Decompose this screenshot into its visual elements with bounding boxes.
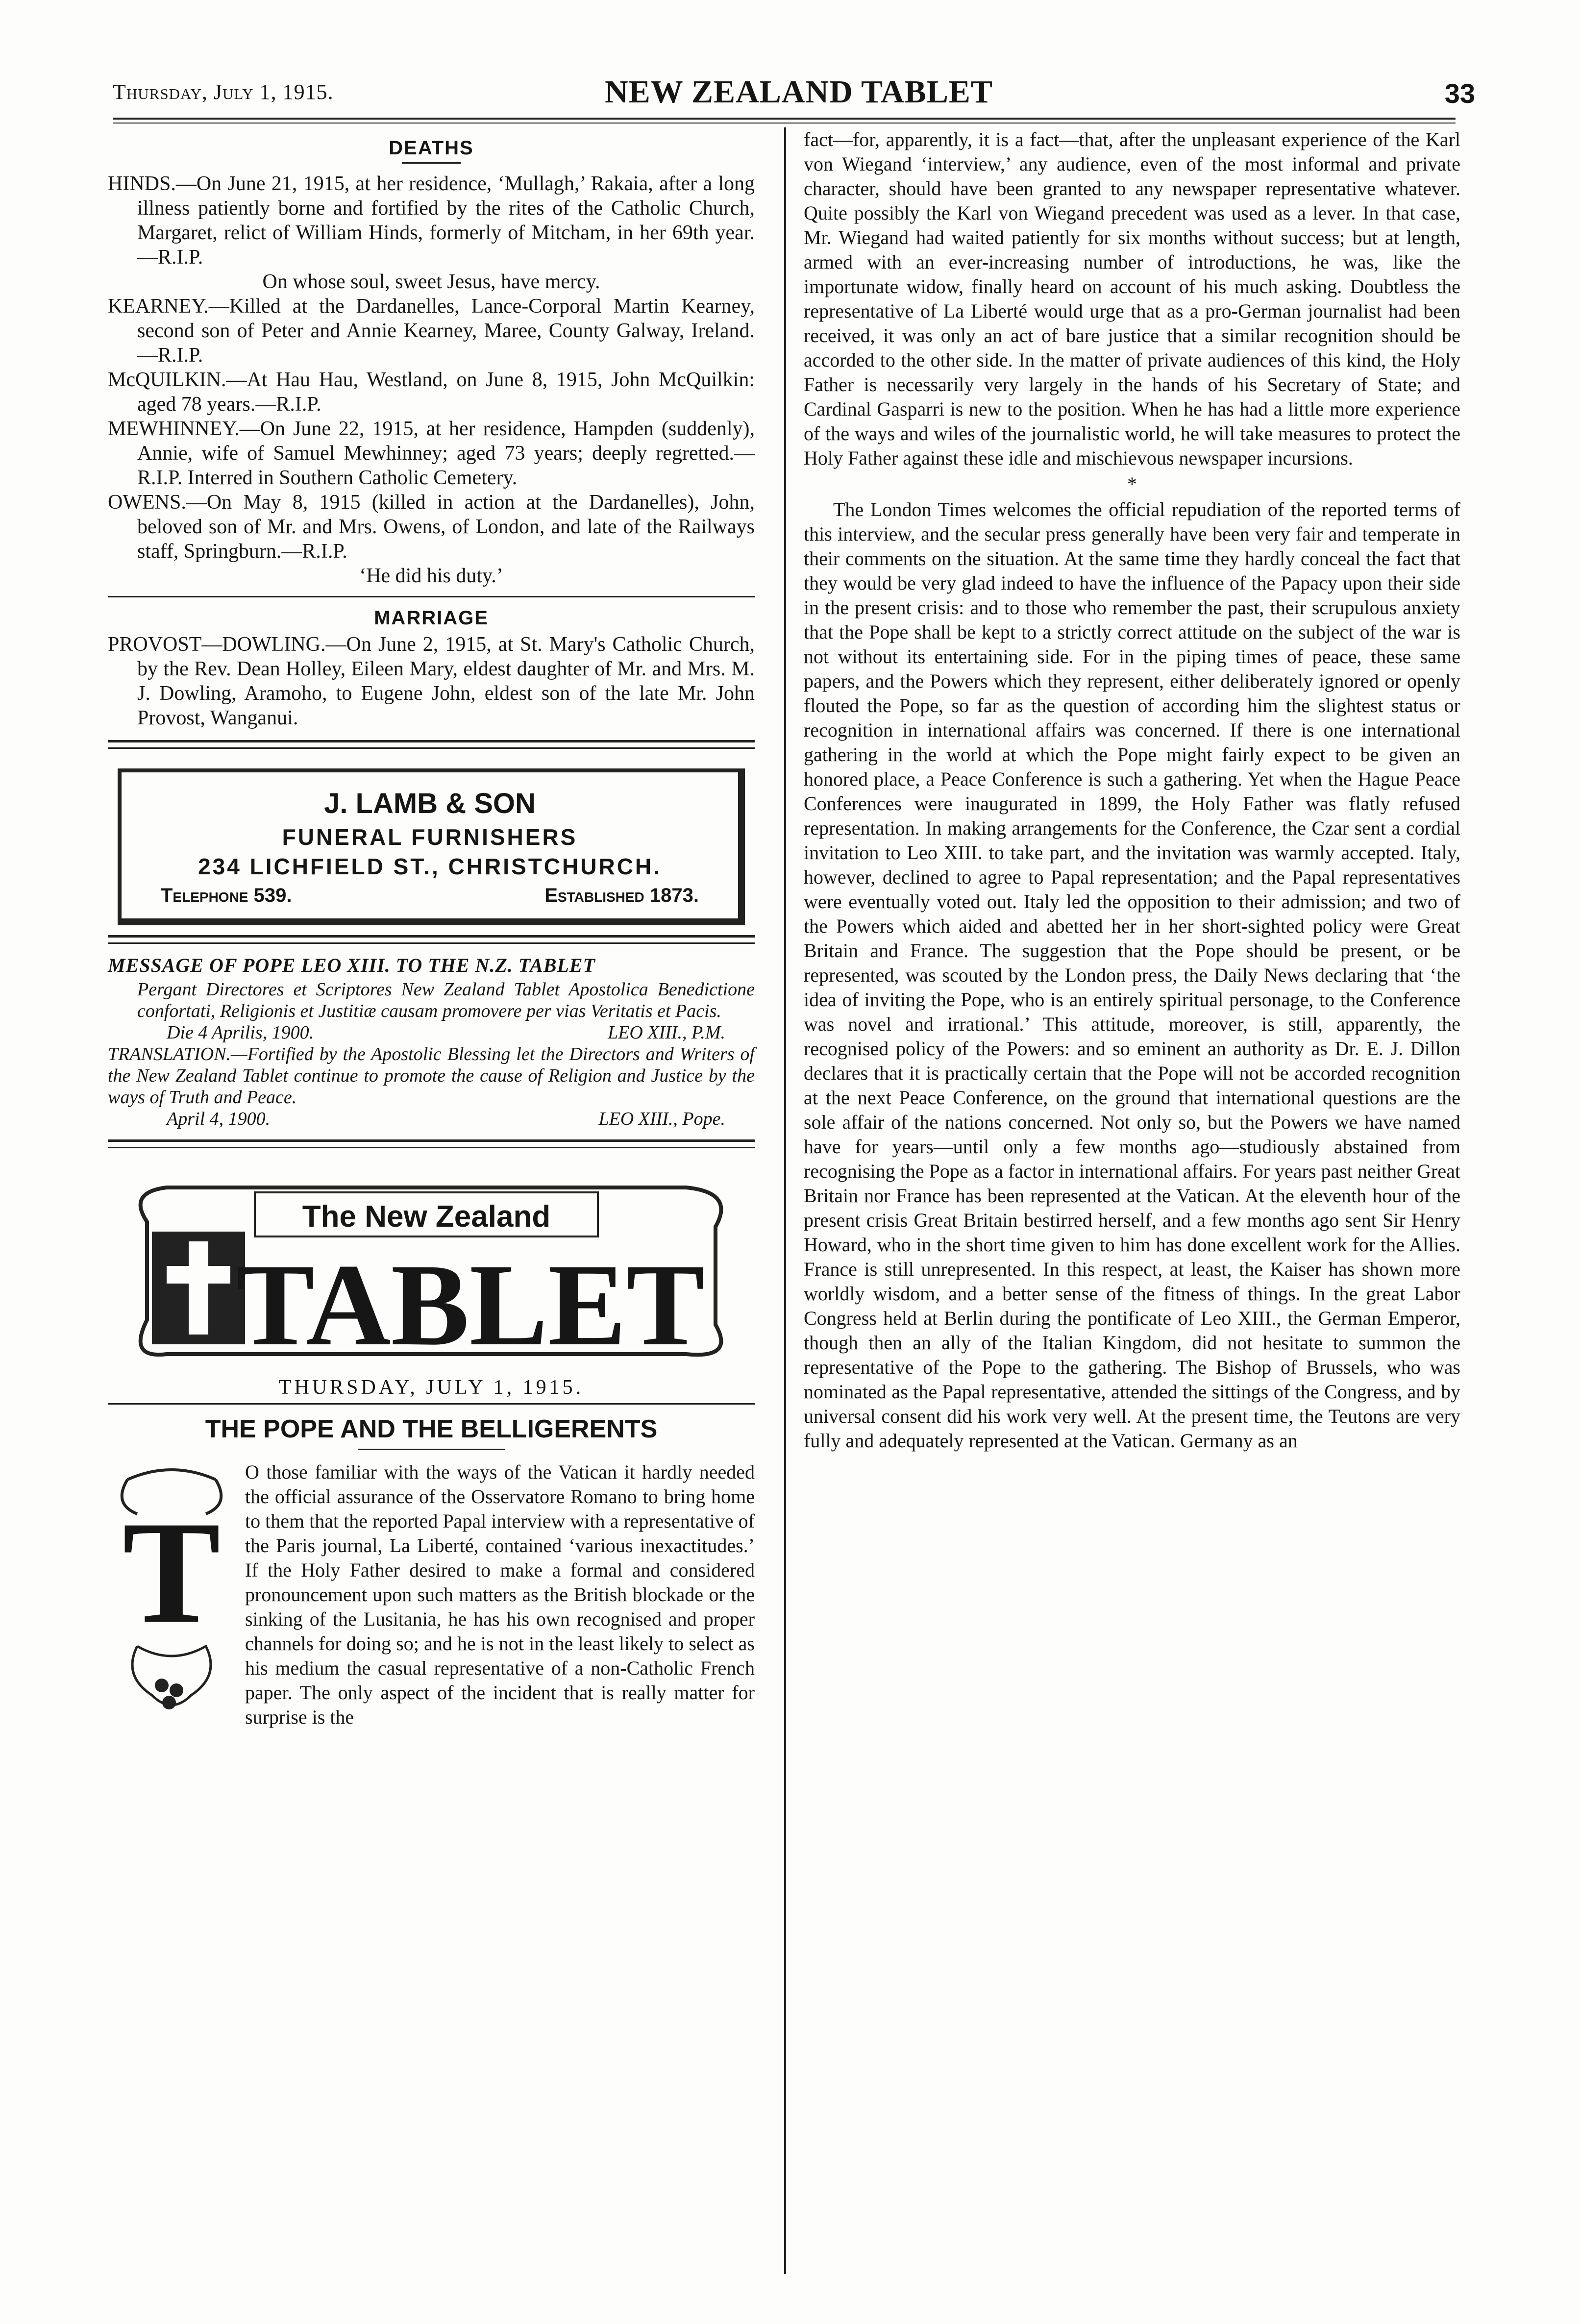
death-notice: HINDS.—On June 21, 1915, at her residence, ‘Mullagh,’ Rakaia, after a long illness patiently borne and fortified by the rites of the Catholic Church, Margaret, relict of William Hinds, formerly of Mitcham, in her 69th year.—R.I.P. (108, 173, 755, 269)
article-paragraph-2: fact—for, apparently, it is a fact—that, after the unpleasant experience of the Karl von Wiegand ‘interview,’ any audience, even of the most informal and private character, should have been granted to any newspaper representative whatever. Quite possibly the Karl von Wiegand precedent was used as a lever. In that case, Mr. Wiegand had waited patiently for six months without success; but at length, armed with an ever-increasing number of introductions, he was, like the importunate widow, finally heard on account of his much asking. Doubtless the representative of La Liberté would urge that as a pro-German journalist had been received, it was only an act of bare justice that a similar recognition should be accorded to the other side. In the matter of private audiences of this kind, the Holy Father is necessarily very largely in the hands of his Secretary of State; and Cardinal Gasparri is new to the position. When he has had a little more experience of the ways and wiles of the journalistic world, he will take measures to protect the Holy Father against these idle and mischievous newspaper incursions. (804, 128, 1460, 469)
funeral-advertisement (118, 768, 745, 925)
page-header (113, 74, 1475, 113)
ad-address: 234 LICHFIELD ST., CHRISTCHURCH. (198, 854, 662, 879)
message-latin-date: Die 4 Aprilis, 1900. (167, 1022, 314, 1043)
marriage-notice: PROVOST—DOWLING.—On June 2, 1915, at St. Mary's Catholic Church, by the Rev. Dean Holley, Eileen Mary, eldest daughter of Mr. and Mrs. M. J. Dowling, Aramoho, to Eugene John, eldest son of the late Mr. John Provost, Wanganui. (108, 633, 755, 729)
message-title: MESSAGE OF POPE LEO XIII. TO THE N.Z. TABLET (108, 954, 595, 976)
page-number: 33 (1444, 78, 1475, 109)
drop-cap-ornament (108, 1460, 235, 1725)
issue-date: THURSDAY, JULY 1, 1915. (278, 1376, 584, 1399)
ornament-rule (358, 1449, 505, 1450)
drop-cap-letter: T (122, 1491, 221, 1654)
message-english-date: April 4, 1900. (167, 1109, 271, 1129)
message-latin-sign: LEO XIII., P.M. (608, 1022, 725, 1043)
paragraph-separator: * (1127, 473, 1137, 495)
death-notice: KEARNEY.—Killed at the Dardanelles, Lance-Corporal Martin Kearney, second son of Peter and Annie Kearney, Maree, County Galway, Ireland.—R.I.P. (108, 295, 755, 367)
message-english-sign: LEO XIII., Pope. (598, 1109, 725, 1129)
death-prayer: On whose soul, sweet Jesus, have mercy. (262, 271, 600, 293)
death-notice: MEWHINNEY.—On June 22, 1915, at her residence, Hampden (suddenly), Annie, wife of Samuel Mewhinney; aged 73 years; deeply regretted.—R.I.P. Interred in Southern Catholic Cemetery. (108, 418, 755, 489)
column-divider (784, 127, 786, 2274)
article-title: THE POPE AND THE BELLIGERENTS (205, 1415, 658, 1443)
section-double-rule (108, 935, 755, 944)
header-rule (113, 118, 1456, 124)
ad-business: FUNERAL FURNISHERS (282, 824, 578, 850)
right-column (804, 127, 1460, 1453)
death-tribute: ‘He did his duty.’ (359, 565, 503, 587)
ad-established: Established 1873. (544, 885, 699, 906)
marriage-title: MARRIAGE (374, 607, 489, 629)
deaths-rule (402, 162, 461, 164)
death-notice: McQUILKIN.—At Hau Hau, Westland, on June 8, 1915, John McQuilkin: aged 78 years.—R.I.P. (108, 369, 755, 416)
message-translation: TRANSLATION.—Fortified by the Apostolic Blessing let the Directors and Writers of the New Zealand Tablet continue to promote the cause of Religion and Justice by the ways of Truth and Peace. (108, 1044, 755, 1108)
section-double-rule (108, 1139, 755, 1148)
logo-main-text: TABLET (236, 1239, 705, 1369)
section-rule (108, 596, 755, 597)
tablet-logo-graphic (108, 1163, 755, 1369)
date-rule (108, 1403, 755, 1405)
logo-top-text: The New Zealand (302, 1200, 551, 1234)
message-latin: Pergant Directores et Scriptores New Zealand Tablet Apostolica Benedictione confortati, Religionis et Justitiæ causam promovere per vias Veritatis et Pacis. (137, 979, 755, 1021)
ad-company-name: J. LAMB & SON (324, 788, 536, 819)
article-paragraph-1: O those familiar with the ways of the Vatican it hardly needed the official assurance of the Osservatore Romano to bring home to them that the reported Papal interview with a representative of the Paris journal, La Liberté, contained ‘various inexactitudes.’ If the Holy Father desired to make a formal and considered pronouncement upon such matters as the British blockade or the sinking of the Lusitania, he has his own recognised and proper channels for doing so; and he is not in the least likely to select as his medium the casual representative of a non-Catholic French paper. The only aspect of the incident that is really matter for surprise is the (245, 1461, 755, 1728)
drop-cap (108, 1460, 235, 1725)
ad-telephone: Telephone 539. (161, 885, 292, 906)
masthead: NEW ZEALAND TABLET (605, 74, 993, 110)
deaths-title: DEATHS (389, 137, 474, 159)
header-date: Thursday, July 1, 1915. (113, 80, 334, 104)
death-notice: OWENS.—On May 8, 1915 (killed in action at the Dardanelles), John, beloved son of Mr. and Mrs. Owens, of London, and late of the Railways staff, Springburn.—R.I.P. (108, 491, 755, 563)
left-column (108, 127, 755, 1730)
tablet-logo (108, 1163, 755, 1369)
article-paragraph-3: The London Times welcomes the official repudiation of the reported terms of this interview, and the secular press generally have been very fair and temperate in their comments on the situation. At the same time they hardly conceal the fact that they would be very glad indeed to have the influence of the Papacy upon their side in the present crisis: and to those who remember the past, their scrupulous anxiety that the Pope shall be kept to a strictly correct attitude on the subject of the war is not without its entertaining side. For in the piping times of peace, these same papers, and the Powers which they represent, either deliberately ignored or openly flouted the Pope, so far as the question of according him the slightest status or recognition in international affairs was concerned. If there is one international gathering in the world at which the Pope might fairly expect to be given an honored place, a Peace Conference is such a gathering. Yet when the Hague Peace Conferences were inaugurated in 1899, the Holy Father was flatly refused representation. In making arrangements for the Conference, the Czar sent a cordial invitation to Leo XIII. to take part, and the invitation was warmly accepted. Italy, however, declined to agree to Papal representation; and the Papal representatives were eventually voted out. Italy led the opposition to their admission; and two of the Powers which aided and abetted her in her short-sighted policy were Great Britain and France. The suggestion that the Pope should be present, or be represented, was scouted by the London press, the Daily News declaring that ‘the idea of inviting the Pope, who is an entirely spiritual personage, to the Conference was novel and irrational.’ This attitude, moreover, is still, apparently, the recognised policy of the Powers: and so eminent an authority as Dr. E. J. Dillon declares that it is practically certain that the Pope will not be accorded recognition at the next Peace Conference, on the ground that international questions are the sole affair of the nations concerned. Not only so, but the Powers we have named have for years—until only a few months ago—studiously abstained from recognising the Pope as a factor in international affairs. For years past neither Great Britain nor France has been represented at the Vatican. At the eleventh hour of the present crisis Great Britain bestirred herself, and a few months ago sent Sir Henry Howard, who in the short time given to him has done excellent work for the Allies. France is still unrepresented. In this respect, at least, the Kaiser has shown more worldly wisdom, and a better sense of the fitness of things. In the great Labor Congress held at Berlin during the pontificate of Leo XIII., the German Emperor, though then an ally of the Italian Kingdom, did not hesitate to summon the representative of the Pope to the gathering. The Bishop of Brussels, who was nominated as the Papal representative, attended the sittings of the Congress, and by universal consent did his work very well. At the present time, the Teutons are very fully and adequately represented at the Vatican. Germany as an (804, 498, 1460, 1452)
section-double-rule (108, 740, 755, 749)
